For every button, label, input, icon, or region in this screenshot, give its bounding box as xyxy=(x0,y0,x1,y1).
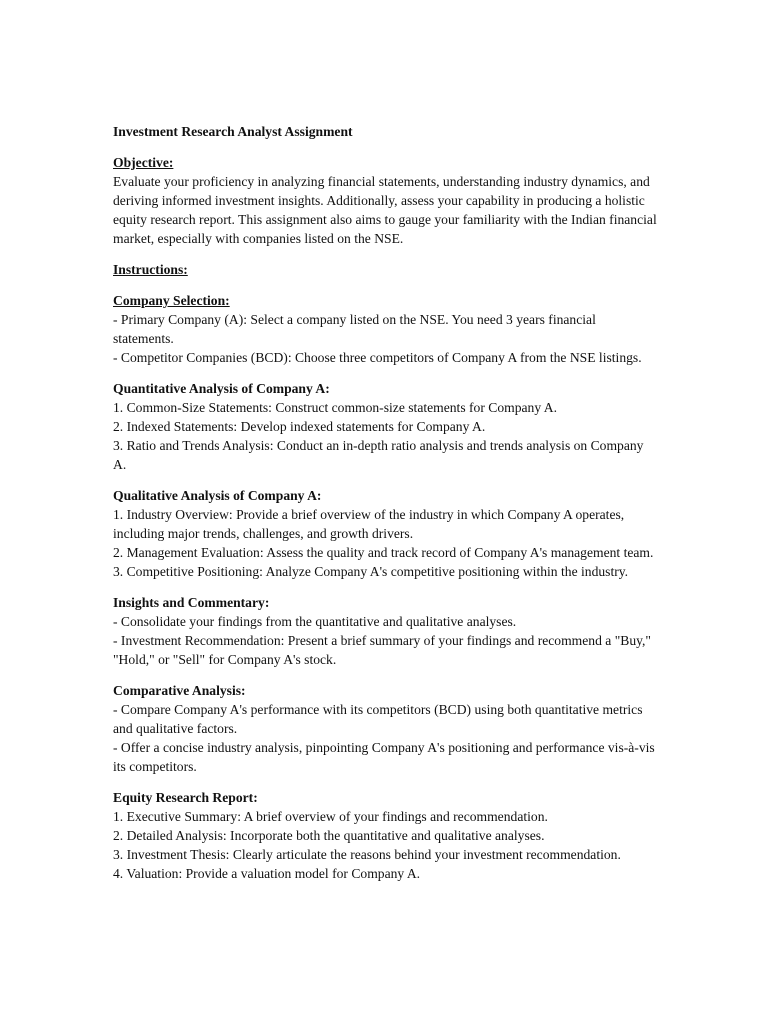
list-item: - Compare Company A's performance with its competitors (BCD) using both quantitative metrics and qualitative factors. xyxy=(113,702,643,736)
equity-report-heading: Equity Research Report: xyxy=(113,790,258,805)
list-item: 3. Investment Thesis: Clearly articulate the reasons behind your investment recommendation. xyxy=(113,847,621,862)
objective-section xyxy=(113,153,658,248)
equity-report-section xyxy=(113,788,658,883)
list-item: 1. Common-Size Statements: Construct common-size statements for Company A. xyxy=(113,400,558,415)
qualitative-analysis-heading: Qualitative Analysis of Company A: xyxy=(113,488,322,503)
list-item: 2. Management Evaluation: Assess the quality and track record of Company A's management team. xyxy=(113,545,654,560)
objective-heading: Objective: xyxy=(113,155,174,170)
list-item: 4. Valuation: Provide a valuation model for Company A. xyxy=(113,866,421,881)
list-item: 3. Competitive Positioning: Analyze Company A's competitive positioning within the industry. xyxy=(113,564,629,579)
list-item: - Competitor Companies (BCD): Choose three competitors of Company A from the NSE listings. xyxy=(113,350,642,365)
list-item: - Consolidate your findings from the quantitative and qualitative analyses. xyxy=(113,614,517,629)
list-item: - Investment Recommendation: Present a brief summary of your findings and recommend a "Buy," "Hold," or "Sell" for Company A's stock. xyxy=(113,633,651,667)
document-page xyxy=(113,122,658,895)
company-selection-section xyxy=(113,291,658,367)
list-item: - Primary Company (A): Select a company listed on the NSE. You need 3 years financial statements. xyxy=(113,312,596,346)
list-item: - Offer a concise industry analysis, pinpointing Company A's positioning and performance vis-à-vis its competitors. xyxy=(113,740,655,774)
instructions-heading: Instructions: xyxy=(113,262,188,277)
quantitative-analysis-section xyxy=(113,379,658,474)
insights-section xyxy=(113,593,658,669)
insights-heading: Insights and Commentary: xyxy=(113,595,270,610)
comparative-analysis-heading: Comparative Analysis: xyxy=(113,683,246,698)
list-item: 1. Executive Summary: A brief overview of your findings and recommendation. xyxy=(113,809,548,824)
list-item: 1. Industry Overview: Provide a brief overview of the industry in which Company A operates, including major trends, challenges, and growth drivers. xyxy=(113,507,625,541)
quantitative-analysis-heading: Quantitative Analysis of Company A: xyxy=(113,381,330,396)
document-title: Investment Research Analyst Assignment xyxy=(113,124,353,139)
instructions-section xyxy=(113,260,658,279)
qualitative-analysis-section xyxy=(113,486,658,581)
list-item: 3. Ratio and Trends Analysis: Conduct an in-depth ratio analysis and trends analysis on Company A. xyxy=(113,438,644,472)
comparative-analysis-section xyxy=(113,681,658,776)
company-selection-heading: Company Selection: xyxy=(113,293,230,308)
list-item: 2. Detailed Analysis: Incorporate both the quantitative and qualitative analyses. xyxy=(113,828,545,843)
objective-text: Evaluate your proficiency in analyzing financial statements, understanding industry dynamics, and deriving informed investment insights. Additionally, assess your capability in producing a holistic equity research report. This assignment also aims to gauge your familiarity with the Indian financial market, especially with companies listed on the NSE. xyxy=(113,174,657,246)
list-item: 2. Indexed Statements: Develop indexed statements for Company A. xyxy=(113,419,486,434)
